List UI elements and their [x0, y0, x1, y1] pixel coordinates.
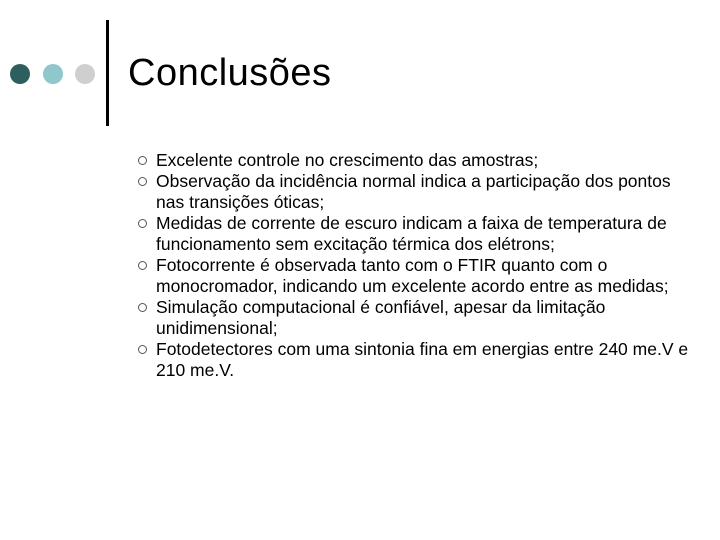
list-item — [132, 255, 692, 297]
bullet-text: Medidas de corrente de escuro indicam a faixa de temperatura de funcionamento sem excitação térmica dos elétrons; — [156, 213, 667, 254]
bullet-ring-icon — [138, 177, 147, 186]
list-item — [132, 171, 692, 213]
decorative-dot-teal — [43, 64, 63, 84]
bullet-list — [132, 150, 692, 381]
bullet-text: Excelente controle no crescimento das amostras; — [156, 150, 539, 170]
bullet-text: Simulação computacional é confiável, apesar da limitação unidimensional; — [156, 297, 606, 338]
decorative-dots — [10, 64, 100, 86]
title-divider-line — [106, 20, 109, 126]
bullet-ring-icon — [138, 345, 147, 354]
bullet-ring-icon — [138, 303, 147, 312]
bullet-ring-icon — [138, 261, 147, 270]
bullet-ring-icon — [138, 219, 147, 228]
slide-title: Conclusões — [128, 52, 332, 94]
bullet-ring-icon — [138, 156, 147, 165]
list-item — [132, 339, 692, 381]
list-item — [132, 297, 692, 339]
decorative-dot-dark — [10, 64, 30, 84]
bullet-text: Fotocorrente é observada tanto com o FTIR quanto com o monocromador, indicando um excelente acordo entre as medidas; — [156, 255, 669, 296]
bullet-text: Observação da incidência normal indica a participação dos pontos nas transições óticas; — [156, 171, 671, 212]
list-item — [132, 213, 692, 255]
bullet-text: Fotodetectores com uma sintonia fina em energias entre 240 me.V e 210 me.V. — [156, 339, 689, 380]
decorative-dot-gray — [75, 64, 95, 84]
list-item — [132, 150, 692, 171]
